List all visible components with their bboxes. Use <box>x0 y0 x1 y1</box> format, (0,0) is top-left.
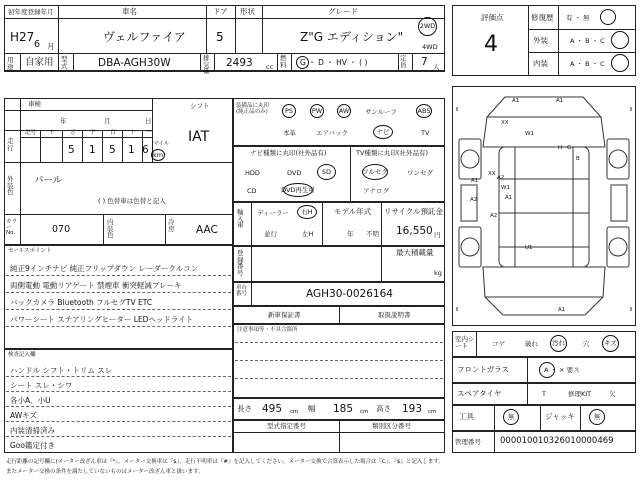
car-outline-svg <box>453 87 635 325</box>
interior-grade-options: A ・ B ・ C <box>570 60 605 68</box>
exterior-grade-label: 外装 <box>533 36 548 45</box>
model: DBA-AGH30W <box>98 57 171 69</box>
damage-mark: B <box>576 156 580 162</box>
damage-mark: G <box>567 145 572 151</box>
mileage-header-4: 百 <box>110 130 116 136</box>
model-year-label: モデル年式 <box>334 207 372 216</box>
width-unit: cm <box>360 409 369 415</box>
spare-item: 欠 <box>609 390 616 398</box>
usage: 自家用 <box>25 57 54 68</box>
sales-point-line: 両側電動 電動リアゲート 禁煙車 衝突軽減ブレーキ <box>10 281 182 290</box>
mileage-digit: 1 <box>89 144 96 156</box>
shape-label: 形状 <box>240 7 255 16</box>
damage-mark: XX <box>488 171 496 177</box>
spare-tire-label: スペアタイヤ <box>457 389 502 398</box>
reg-date-label: 初年度登録年月 <box>8 8 54 16</box>
interior-grade-c-circle <box>611 54 629 72</box>
model-label: 型式 <box>61 55 68 70</box>
mileage-digit: 5 <box>109 144 116 156</box>
damage-mark: H <box>558 145 563 151</box>
navi-dvd: DVD <box>287 169 302 177</box>
height: 193 <box>402 403 423 415</box>
damage-mark: W1 <box>525 131 534 137</box>
mileage-header-3: 千 <box>90 130 96 136</box>
width-label: 幅 <box>308 404 316 413</box>
inspector-line: 各小A、小U <box>10 396 51 405</box>
seat-item: コゲ <box>492 340 505 348</box>
person-unit: 人 <box>433 63 440 71</box>
length: 495 <box>262 403 283 415</box>
tools-box <box>452 405 636 431</box>
mileage-digit: 6 <box>142 144 149 156</box>
drive-2wd-circle: 2WD <box>418 17 437 36</box>
interior-grade-label: 内装 <box>533 59 548 68</box>
reg-month: 6 <box>34 39 41 50</box>
recycle-unit: 円 <box>434 231 441 239</box>
equipment-label: 装備品に丸印(純正品のみ) <box>236 103 270 115</box>
mileage-label: 走行 <box>7 137 14 152</box>
front-glass-value: A ・ × 要ス <box>544 366 580 374</box>
management-number: 000010010326010000469 <box>500 436 614 446</box>
category-number-label: 類別区分番号 <box>372 422 411 430</box>
recycle-value: 16,550 <box>396 225 433 237</box>
damage-mark: A2 <box>497 175 505 181</box>
damage-mark: A1 <box>471 178 479 184</box>
tv-title: TV種類に丸印(社外品有) <box>356 149 428 157</box>
interior-color-label: 内装色 <box>107 218 114 239</box>
spare-item: 修理KIT <box>568 390 592 398</box>
damage-mark: A1 <box>558 307 566 313</box>
equipment-abs-circle: ABS <box>416 104 432 118</box>
inspector-label: 検査記入欄 <box>8 352 36 358</box>
drive-4wd: 4WD <box>422 43 438 51</box>
jack-none-circle: 無 <box>589 409 605 425</box>
import-left-h: 左H <box>302 230 314 238</box>
repair-history-label: 修復歴 <box>531 13 554 22</box>
navi-sd-circle: SD <box>317 164 336 180</box>
sales-points-label: セールスポイント <box>8 248 52 254</box>
length-unit: cm <box>290 409 299 415</box>
cc-unit: cc <box>266 63 274 71</box>
max-load-label: 最大積載量 <box>396 248 434 257</box>
damage-mark: A1 <box>505 195 513 201</box>
inspector-line: AWキズ <box>10 411 37 420</box>
equipment-ps-circle: PS <box>282 104 296 118</box>
mileage-header-2: 万 <box>70 130 76 136</box>
management-number-label: 管理番号 <box>455 438 481 446</box>
door-count: 5 <box>216 30 224 44</box>
equipment-pw-circle: PW <box>310 104 324 118</box>
score-label: 評価点 <box>481 13 504 22</box>
mileage-header-1: 十 <box>49 130 55 136</box>
jack-label: ジャッキ <box>545 412 575 421</box>
inspector-line: シート スレ・シワ <box>10 381 73 390</box>
exterior-color: パール <box>34 175 63 186</box>
ac-value: AAC <box>196 224 218 236</box>
shift-label: シフト <box>190 102 210 110</box>
repair-none-circle <box>600 9 616 25</box>
equipment-sunroof: サンルーフ <box>365 108 397 116</box>
equipment-airbag: エアバック <box>316 129 348 137</box>
recycle-label: リサイクル預託金 <box>384 207 443 216</box>
month-unit: 月 <box>47 42 55 51</box>
length-label: 長さ <box>237 404 252 413</box>
width: 185 <box>333 403 354 415</box>
fuel-options: G ・ D ・ HV ・ ( ) <box>300 58 368 67</box>
height-unit: cm <box>428 409 437 415</box>
damage-mark: A2 <box>470 197 478 203</box>
exterior-grade-c-circle <box>611 31 629 49</box>
sales-point-line: パワーシート ステアリングヒーター LEDヘッドライト <box>10 315 194 324</box>
score: 4 <box>484 32 498 57</box>
mileage-header-0: 記号 <box>25 130 37 136</box>
shift-value: IAT <box>188 129 210 145</box>
vehicle-info-box <box>4 98 233 245</box>
reg-year: H27 <box>10 30 35 44</box>
chassis-number: AGH30-0026164 <box>306 288 393 300</box>
inspector-line: ハンドル シフト・トリム スレ <box>10 366 113 375</box>
damage-mark: XX <box>501 120 509 126</box>
car-name-label: 車名 <box>122 7 137 16</box>
footer-note-1: 走行距離の記号欄に(メーター改ざん車は『*』、メーター交換車は『$』、走行不明車は『#』を記入してください。メーター交換で合算表示した場合は『C』、『$』と記入します。 <box>6 459 444 465</box>
import-label: 輸入車 <box>237 208 244 229</box>
seat-scratch-circle: キズ <box>602 335 619 352</box>
height-label: 高さ <box>376 404 391 413</box>
seat-item: 破れ <box>525 340 538 348</box>
exterior-label: 外装色 <box>7 175 14 196</box>
damage-mark: A1 <box>556 98 564 104</box>
capacity-label: 定員 <box>400 54 407 69</box>
registration-label: 登録番号 <box>237 249 244 277</box>
footer-note-2: またメーター交換の条件を満たしていないものはメーター改ざん車と扱います。 <box>6 469 204 475</box>
spare-item: T <box>542 390 546 398</box>
door-label: ドア <box>213 7 228 16</box>
exterior-grade-options: A ・ B ・ C <box>570 37 605 45</box>
sales-point-line: バックカメラ Bluetooth フルセグTV ETC <box>10 298 153 307</box>
grade: Z"G エディション" <box>300 30 404 44</box>
navi-dvd-play-circle: DVD再生可 <box>283 183 313 197</box>
color-no-label: カラーNo. <box>6 219 18 236</box>
mileage-header-6: 一 <box>146 130 152 136</box>
mile-unit: マイル <box>153 141 170 147</box>
damage-mark: A1 <box>512 98 520 104</box>
seat-label: 室内シート <box>455 335 475 350</box>
import-dealer: ディーラー <box>257 209 289 217</box>
tools-none-circle: 無 <box>503 409 519 425</box>
repair-history-options: 有 ・ 無 <box>566 14 590 22</box>
warranty-book: 新車保証書 <box>268 311 301 319</box>
grade-label: グレード <box>328 7 358 16</box>
import-parallel: 並行 <box>264 230 277 238</box>
equipment-leather: 本革 <box>283 129 296 137</box>
chassis-label: 車台番号 <box>236 285 248 297</box>
damage-mark: U1 <box>525 245 533 251</box>
capacity: 7 <box>421 56 428 68</box>
exterior-note: ( ) 色替車は色替と記入 <box>98 197 166 205</box>
mileage-header-5: 十 <box>130 130 136 136</box>
displacement: 2493 <box>226 57 253 69</box>
type-number-label: 型式指定番号 <box>267 422 306 430</box>
equipment-tv: TV <box>421 129 430 137</box>
fuel-label: 燃料 <box>280 54 287 69</box>
shaken-day: 日 <box>145 117 152 125</box>
shaken-year: 年 <box>60 117 67 125</box>
navi-cd: CD <box>247 187 257 195</box>
owner-manual: 取扱説明書 <box>378 311 411 319</box>
tools-label: 工具 <box>459 412 474 421</box>
color-no: 070 <box>52 224 71 235</box>
seat-item: 穴 <box>583 340 590 348</box>
tv-oneseg: ワンセグ <box>407 169 433 177</box>
ac-label: 冷房 <box>168 218 175 233</box>
import-right-h-circle: 右H <box>297 205 317 219</box>
sales-point-line: 純正9インチナビ 純正フリップダウン レーダークルコン <box>10 264 199 273</box>
usage-label: 用途 <box>7 56 14 71</box>
mileage-digit: 1 <box>128 144 135 156</box>
model-year-unknown: 不明 <box>366 230 379 238</box>
tv-fullseg-circle: フルセグ <box>362 164 388 180</box>
navi-title: ナビ種類に丸印(社外品有) <box>250 149 327 157</box>
damage-mark: W1 <box>501 185 510 191</box>
damage-mark: A2 <box>490 213 498 219</box>
car-diagram <box>452 86 636 326</box>
seat-dirt-circle: 汚れ <box>550 335 567 352</box>
notes-label: 注意事項等・不具合箇所 <box>237 327 298 333</box>
car-name: ヴェルファイア <box>103 30 186 44</box>
max-load-unit: kg <box>434 269 442 277</box>
shaken-month: 月 <box>104 117 111 125</box>
sales-points-box <box>4 245 233 349</box>
inspector-line: Goo鑑定付き <box>10 441 55 450</box>
displacement-label: 排気量 <box>203 54 210 75</box>
shaken-label: 車検 <box>28 100 41 108</box>
front-glass-label: フロントガラス <box>457 365 510 374</box>
mileage-digit: 5 <box>68 144 75 156</box>
navi-hdd: HDD <box>245 169 260 177</box>
notes-box <box>233 324 445 398</box>
equipment-navi-circle: ナビ <box>373 125 393 139</box>
km-circle: km <box>151 149 165 161</box>
equipment-aw-circle: AW <box>337 104 351 118</box>
inspector-line: 内装清掃済み <box>10 426 55 435</box>
model-year-unit: 年 <box>347 230 354 238</box>
tv-analog: アナログ <box>363 187 389 195</box>
